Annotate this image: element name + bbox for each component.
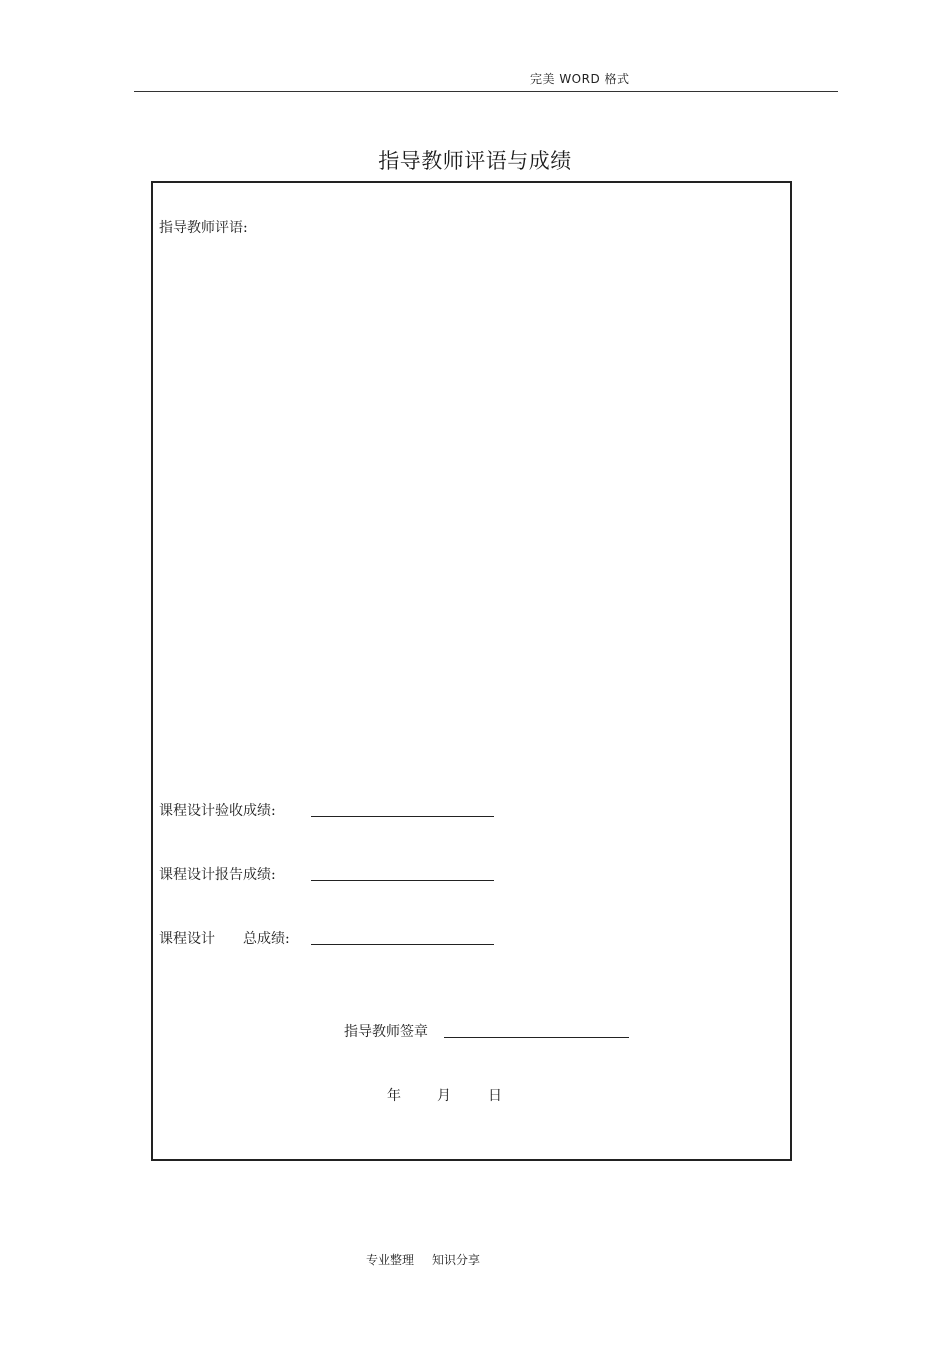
comments-label: 指导教师评语: bbox=[159, 220, 248, 236]
signature-label: 指导教师签章 bbox=[344, 1024, 428, 1040]
total-grade-field[interactable] bbox=[311, 944, 494, 945]
report-grade-label: 课程设计报告成绩: bbox=[159, 867, 276, 883]
page-title: 指导教师评语与成绩 bbox=[378, 149, 572, 173]
total-grade-label: 总成绩: bbox=[243, 931, 290, 947]
acceptance-grade-field[interactable] bbox=[311, 816, 494, 817]
report-grade-field[interactable] bbox=[311, 880, 494, 881]
footer-left-text: 专业整理 bbox=[366, 1253, 415, 1267]
evaluation-form bbox=[151, 181, 792, 1161]
signature-field[interactable] bbox=[444, 1037, 629, 1038]
date-year-label: 年 bbox=[387, 1088, 401, 1104]
acceptance-grade-label: 课程设计验收成绩: bbox=[159, 803, 276, 819]
header-rule bbox=[134, 91, 838, 92]
header-text: 完美 WORD 格式 bbox=[530, 72, 630, 86]
footer bbox=[366, 1251, 480, 1268]
total-grade-label-prefix: 课程设计 bbox=[159, 931, 215, 947]
date-month-label: 月 bbox=[437, 1088, 451, 1104]
footer-right-text: 知识分享 bbox=[432, 1253, 481, 1267]
date-day-label: 日 bbox=[488, 1088, 502, 1104]
